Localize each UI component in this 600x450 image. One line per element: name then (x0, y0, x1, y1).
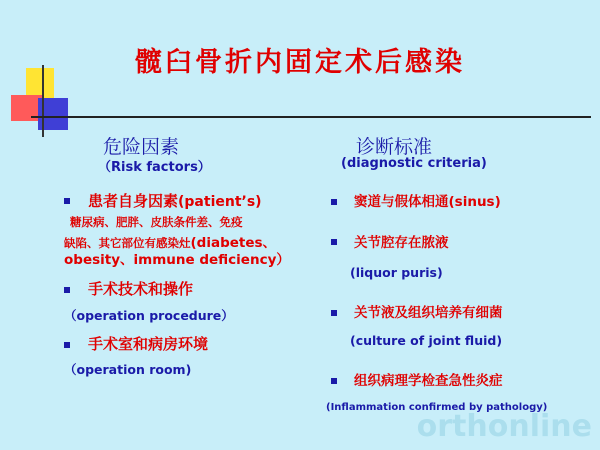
bullet-6 (331, 310, 337, 316)
left-item-1-label-en: (patient’s) (178, 194, 262, 210)
slide-title: 髋臼骨折内固定术后感染 (135, 47, 465, 78)
left-item-1-detail-line3: obesity、immune deficiency） (64, 252, 290, 268)
right-item-4-detail: (Inflammation confirmed by pathology) (326, 402, 548, 413)
bullet-2 (64, 287, 70, 293)
right-item-3-label: 关节液及组织培养有细菌 (354, 305, 503, 321)
right-item-2-label: 关节腔存在脓液 (354, 235, 449, 251)
right-item-3-detail: (culture of joint fluid) (350, 333, 503, 348)
bullet-7 (331, 378, 337, 384)
bullet-5 (331, 239, 337, 245)
left-item-1-detail: 糖尿病、肥胖、皮肤条件差、免疫 (70, 215, 243, 229)
bullet-3 (64, 342, 70, 348)
left-item-3-detail: （operation room) (64, 362, 192, 377)
title-underline (31, 116, 591, 118)
left-item-1 (88, 190, 262, 211)
left-subheading: （Risk factors） (98, 160, 211, 175)
bullet-4 (331, 199, 337, 205)
left-item-3-label: 手术室和病房环境 (88, 335, 209, 353)
right-item-1-label-en: (sinus) (448, 194, 501, 210)
left-item-2-detail: （operation procedure） (64, 308, 234, 323)
right-item-2-detail: (liquor puris) (350, 265, 443, 280)
left-item-1-detail-line2: 缺陷、其它部位有感染灶(diabetes、 (64, 235, 277, 251)
bullet-1 (64, 198, 70, 204)
right-subheading: (diagnostic criteria) (341, 156, 487, 171)
right-item-4-label: 组织病理学检查急性炎症 (354, 373, 503, 389)
right-item-1-label: 窦道与假体相通 (354, 194, 449, 210)
right-item-1 (354, 190, 501, 210)
right-heading: 诊断标准 (356, 136, 433, 158)
left-heading: 危险因素 (103, 136, 180, 158)
watermark-logo: orthonline (416, 409, 592, 444)
left-item-2-label: 手术技术和操作 (88, 280, 194, 298)
left-item-1-label: 患者自身因素 (88, 192, 179, 210)
